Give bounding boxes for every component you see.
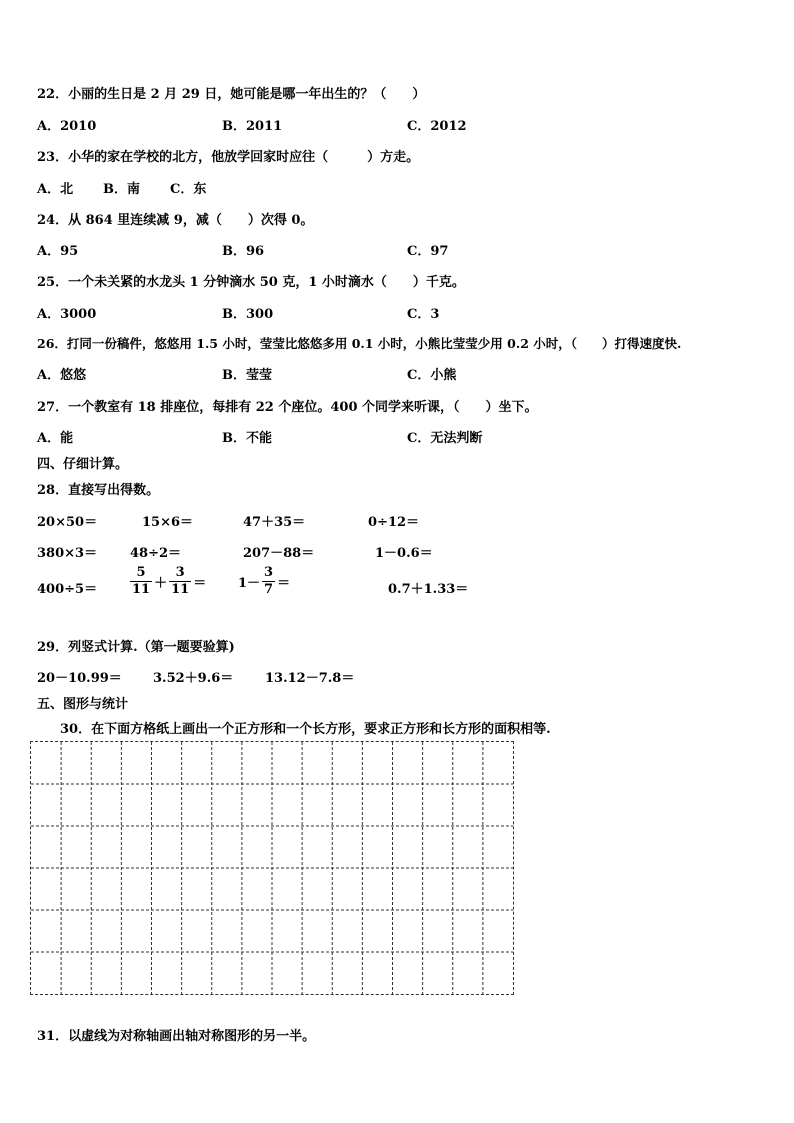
q28-r2-c4: 1－0.6＝ <box>375 546 433 561</box>
q27-option-c: C．无法判断 <box>407 431 483 446</box>
q29-item-2: 3.52＋9.6＝ <box>153 671 234 686</box>
q27-stem: 27．一个教室有 18 排座位，每排有 22 个座位。400 个同学来听课，（ ）坐下。 <box>37 400 538 415</box>
q26-option-b: B．莹莹 <box>222 368 272 383</box>
q28-r3-c4: 0.7＋1.33＝ <box>388 582 469 597</box>
q24-option-b: B．96 <box>222 244 265 259</box>
q28-r1-c3: 47＋35＝ <box>243 515 306 530</box>
q22-option-b: B．2011 <box>222 119 283 134</box>
section4-title: 四、仔细计算。 <box>37 457 129 472</box>
q27-option-a: A．能 <box>37 431 74 446</box>
q22-option-a: A．2010 <box>37 119 97 134</box>
q26-option-a: A．悠悠 <box>37 368 87 383</box>
grid-lines <box>31 742 513 994</box>
fraction-5-11 <box>130 565 152 598</box>
q25-stem: 25．一个未关紧的水龙头 1 分钟滴水 50 克，1 小时滴水（ ）千克。 <box>37 275 465 290</box>
q28-r1-c2: 15×6＝ <box>142 515 194 530</box>
q24-stem: 24．从 864 里连续减 9，减（ ）次得 0。 <box>37 213 314 228</box>
q26-option-c: C．小熊 <box>407 368 457 383</box>
q25-option-a: A．3000 <box>37 307 97 322</box>
fraction-denominator: 11 <box>171 582 190 597</box>
q28-r1-c4: 0÷12＝ <box>368 515 420 530</box>
q22-stem: 22．小丽的生日是 2 月 29 日，她可能是哪一年出生的？（ ） <box>37 87 426 102</box>
q28-r3-fraction-diff <box>238 565 290 598</box>
q29-item-1: 20－10.99＝ <box>37 671 122 686</box>
q31-stem: 31．以虚线为对称轴画出轴对称图形的另一半。 <box>37 1029 316 1044</box>
fraction-numerator: 3 <box>169 565 191 582</box>
q28-r2-c1: 380×3＝ <box>37 546 98 561</box>
q22-option-c: C．2012 <box>407 119 467 134</box>
q28-r1-c1: 20×50＝ <box>37 515 98 530</box>
fraction-3-11 <box>169 565 191 598</box>
fraction-denominator: 11 <box>132 582 151 597</box>
q23-option-b: B．南 <box>103 182 140 197</box>
minuend: 1－ <box>238 576 261 591</box>
q26-stem: 26．打同一份稿件，悠悠用 1.5 小时，莹莹比悠悠多用 0.1 小时，小熊比莹莹少用 0.2 小时，（ ）打得速度快. <box>37 336 682 351</box>
equals-sign: ＝ <box>193 576 207 591</box>
q25-option-c: C．3 <box>407 307 440 322</box>
q24-option-a: A．95 <box>37 244 79 259</box>
q27-option-b: B．不能 <box>222 431 272 446</box>
q29-stem: 29．列竖式计算.（第一题要验算) <box>37 640 235 655</box>
q23-option-a: A．北 <box>37 182 74 197</box>
q23-option-c: C．东 <box>170 182 207 197</box>
section5-title: 五、图形与统计 <box>37 697 129 712</box>
fraction-numerator: 5 <box>130 565 152 582</box>
grid-paper[interactable] <box>30 741 514 995</box>
fraction-numerator: 3 <box>264 565 274 580</box>
q28-r2-c3: 207－88＝ <box>243 546 315 561</box>
q23-stem: 23．小华的家在学校的北方，他放学回家时应往（ ）方走。 <box>37 150 420 165</box>
q24-option-c: C．97 <box>407 244 449 259</box>
q29-item-3: 13.12－7.8＝ <box>265 671 355 686</box>
q25-option-b: B．300 <box>222 307 274 322</box>
q28-r2-c2: 48÷2＝ <box>130 546 182 561</box>
q28-stem: 28．直接写出得数。 <box>37 483 160 498</box>
fraction-denominator: 7 <box>264 582 274 597</box>
fraction-3-7 <box>262 565 275 598</box>
equals-sign: ＝ <box>277 576 291 591</box>
q30-stem: 30．在下面方格纸上画出一个正方形和一个长方形，要求正方形和长方形的面积相等. <box>60 722 551 737</box>
q28-r3-fraction-sum <box>128 565 206 598</box>
plus-sign: ＋ <box>154 576 168 591</box>
q28-r3-c1: 400÷5＝ <box>37 582 98 597</box>
